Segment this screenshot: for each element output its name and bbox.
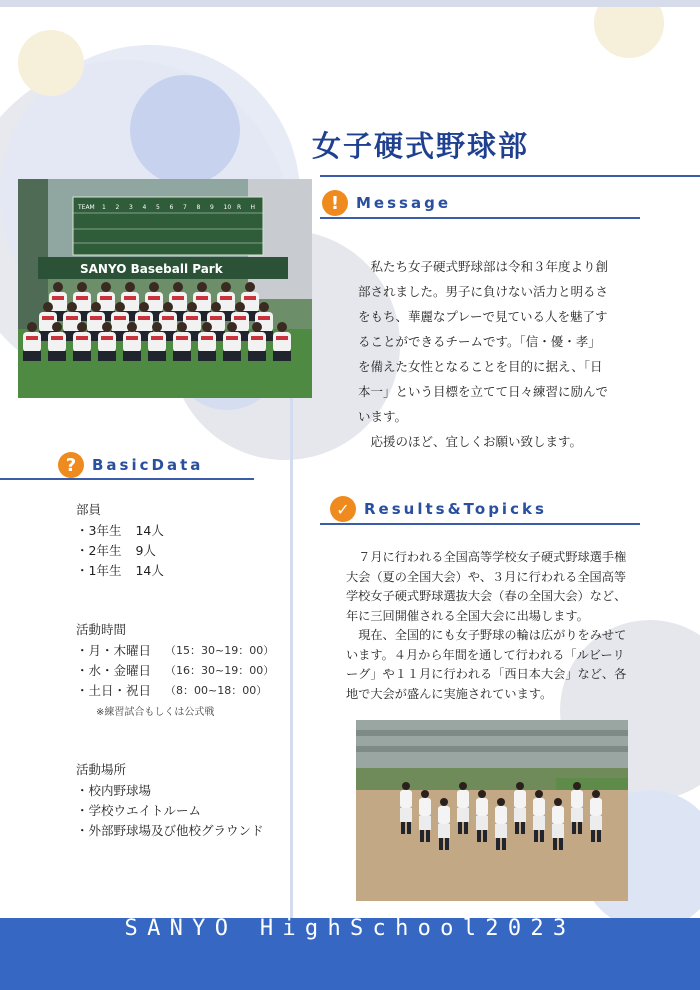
place-item: ・学校ウエイトルーム bbox=[76, 803, 202, 818]
basic-data-rule bbox=[0, 478, 254, 480]
activity-time-title: 活動時間 bbox=[76, 622, 127, 637]
results-rule bbox=[320, 523, 640, 525]
bg-circle-cream-top-right bbox=[594, 0, 664, 58]
scoreboard-inning-label: 4 bbox=[142, 204, 147, 211]
action-photo bbox=[356, 720, 628, 901]
results-heading: ✓ Results&Topicks bbox=[330, 496, 547, 522]
place-item: ・校内野球場 bbox=[76, 783, 152, 798]
members-title: 部員 bbox=[76, 502, 102, 517]
title-rule bbox=[320, 175, 700, 177]
scoreboard-inning-label: 1 bbox=[102, 204, 106, 211]
results-text bbox=[346, 548, 634, 704]
activity-time-row: ・土日・祝日 （8：00~18：00） bbox=[76, 683, 268, 698]
members-block bbox=[76, 500, 164, 581]
activity-time-row: ・水・金曜日 （16：30~19：00） bbox=[76, 663, 275, 678]
scoreboard-inning-label: 8 bbox=[196, 204, 201, 211]
place-title: 活動場所 bbox=[76, 762, 127, 777]
scoreboard-inning-label: 2 bbox=[115, 204, 120, 211]
message-heading: ! Message bbox=[322, 190, 451, 216]
bg-circle-blue-small bbox=[130, 75, 240, 185]
team-photo bbox=[18, 179, 312, 398]
page-title: 女子硬式野球部 bbox=[312, 129, 530, 163]
top-bar bbox=[0, 0, 700, 7]
footer-text: SANYO HighSchool2023 bbox=[124, 916, 576, 941]
results-paragraph-2: 現在、全国的にも女子野球の輪は広がりをみせています。４月から年間を通して行われる「ルビーリーグ」や１１月に行われる「西日本大会」など、各地で大会が盛んに実施されています。 bbox=[346, 628, 627, 701]
question-icon: ? bbox=[58, 452, 84, 478]
message-text bbox=[358, 254, 610, 454]
basic-data-heading: ? BasicData bbox=[58, 452, 203, 478]
message-paragraph-1: 私たち女子硬式野球部は令和３年度より創部されました。男子に負けない活力と明るさをもち、華麗なプレーで見ている人を魅了することができるチームです。「信・優・孝」を備えた女性となることを目的に据え、「日本一」という目標を立てて日々練習に励んでいます。 bbox=[358, 259, 609, 424]
scoreboard-inning-label: 10 bbox=[223, 204, 232, 211]
ballpark-sign: SANYO Baseball Park bbox=[80, 262, 223, 276]
message-paragraph-2: 応援のほど、宜しくお願い致します。 bbox=[370, 434, 583, 449]
members-row: ・1年生 14人 bbox=[76, 563, 164, 578]
scoreboard-inning-label: 5 bbox=[156, 204, 160, 211]
activity-time-note: ※練習試合もしくは公式戦 bbox=[96, 707, 215, 718]
results-paragraph-1: ７月に行われる全国高等学校女子硬式野球選手権大会（夏の全国大会）や、３月に行われる全国高等学校女子硬式野球選抜大会（春の全国大会）など、年に三回開催される全国大会に出場します。 bbox=[346, 550, 627, 623]
scoreboard-team-label: TEAM bbox=[78, 204, 95, 211]
members-row: ・2年生 9人 bbox=[76, 543, 156, 558]
place-item: ・外部野球場及び他校グラウンド bbox=[76, 823, 264, 838]
activity-time-block bbox=[76, 620, 274, 718]
bg-circle-cream-left bbox=[18, 30, 84, 96]
scoreboard-inning-label: 9 bbox=[210, 204, 214, 211]
scoreboard-inning-label: R bbox=[237, 204, 242, 211]
scoreboard-inning-label: 3 bbox=[129, 204, 133, 211]
scoreboard-inning-label: 7 bbox=[183, 204, 187, 211]
activity-time-row: ・月・木曜日 （15：30~19：00） bbox=[76, 643, 275, 658]
place-block bbox=[76, 760, 264, 841]
members-row: ・3年生 14人 bbox=[76, 523, 164, 538]
scoreboard-inning-label: 6 bbox=[169, 204, 174, 211]
vertical-divider bbox=[290, 380, 293, 920]
exclamation-icon: ! bbox=[322, 190, 348, 216]
message-rule bbox=[320, 217, 640, 219]
scoreboard-inning-label: H bbox=[250, 204, 256, 211]
check-icon: ✓ bbox=[330, 496, 356, 522]
